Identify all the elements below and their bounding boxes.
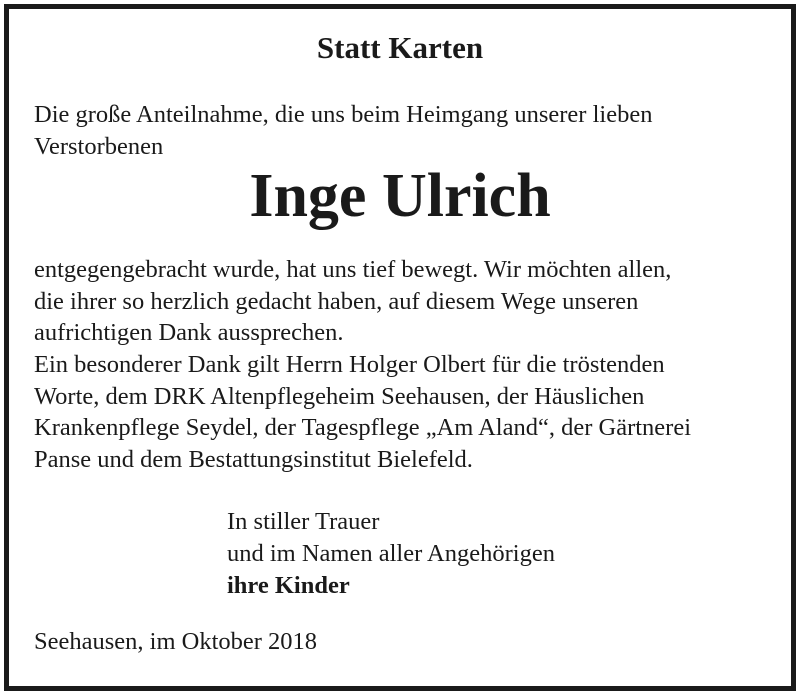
thanks-line: aufrichtigen Dank aussprechen.	[34, 319, 344, 346]
special-thanks-line: Worte, dem DRK Altenpflegeheim Seehausen, der Häuslichen	[34, 382, 645, 410]
place-date: Seehausen, im Oktober 2018	[34, 628, 318, 655]
deceased-name: Inge Ulrich	[249, 162, 551, 230]
signoff-line: In stiller Trauer	[227, 508, 380, 535]
intro-line: Die große Anteilnahme, die uns beim Heimgang unserer lieben	[34, 101, 653, 128]
signatories: ihre Kinder	[227, 572, 350, 599]
signoff-block	[227, 506, 555, 602]
thanks-paragraph	[34, 254, 766, 349]
thanks-line: entgegengebracht wurde, hat uns tief bewegt. Wir möchten allen,	[34, 256, 672, 283]
special-thanks-line: Panse und dem Bestattungsinstitut Bielefeld.	[34, 445, 473, 473]
special-thanks-paragraph	[34, 349, 766, 475]
notice-header: Statt Karten	[316, 30, 484, 65]
special-thanks-line: Krankenpflege Seydel, der Tagespflege „Am Aland“, der Gärtnerei	[34, 414, 692, 441]
thanks-line: die ihrer so herzlich gedacht haben, auf diesem Wege unseren	[34, 287, 639, 315]
signoff-line: und im Namen aller Angehörigen	[227, 540, 555, 567]
special-thanks-line: Ein besonderer Dank gilt Herrn Holger Olbert für die tröstenden	[34, 351, 665, 378]
intro-line: Verstorbenen	[34, 132, 164, 160]
intro-paragraph	[34, 99, 766, 162]
